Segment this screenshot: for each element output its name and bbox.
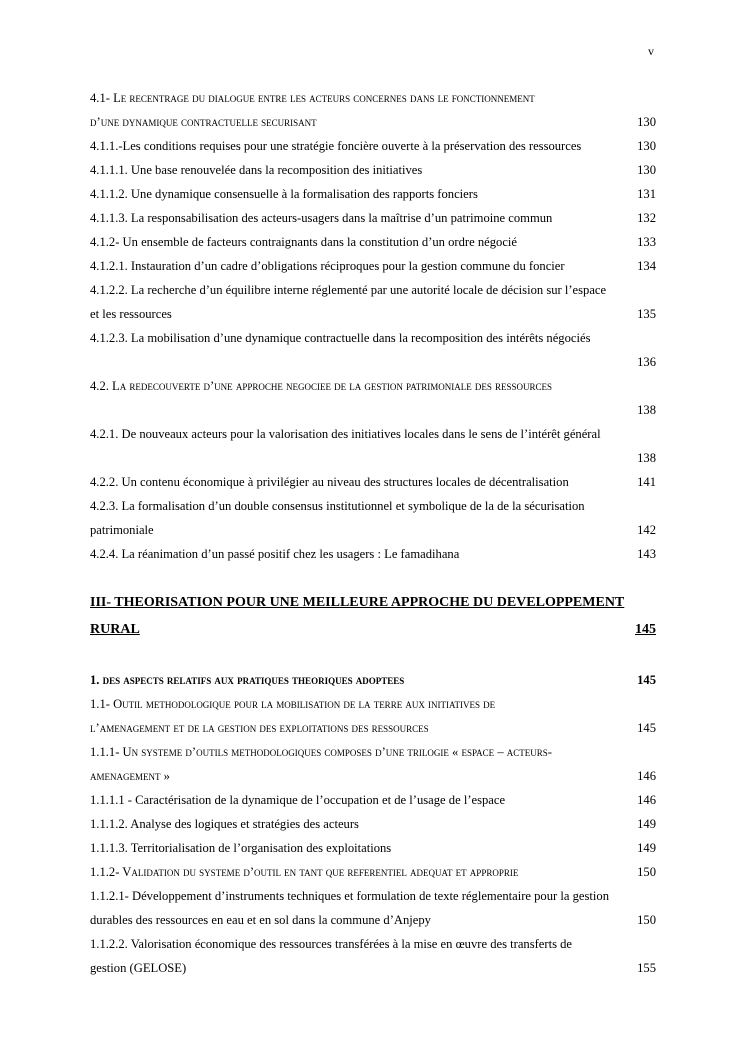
- toc-entry: 4.1- Le recentrage du dialogue entre les acteurs concernes dans le fonctionnement: [90, 91, 535, 105]
- toc-entry: [90, 956, 656, 980]
- toc-entry-page: 145: [637, 721, 656, 735]
- toc-entry-page: 136: [637, 355, 656, 369]
- toc-entry-title: gestion (GELOSE): [90, 961, 187, 975]
- toc-entry-title: 1.1.1.2. Analyse des logiques et stratégies des acteurs: [90, 817, 359, 831]
- toc-entry-page: 130: [637, 139, 656, 153]
- toc-entry-title: patrimoniale: [90, 523, 154, 537]
- toc-entry: [90, 836, 656, 860]
- toc-entry-title: 1.1.2- Validation du systeme d’outil en tant que referentiel adequat et approprie: [90, 865, 519, 879]
- toc-entry-title: 4.2.2. Un contenu économique à privilégier au niveau des structures locales de décentralisation: [90, 475, 569, 489]
- page-number: v: [648, 44, 654, 58]
- part-heading-title: RURAL: [90, 622, 140, 637]
- toc-entry: 1.1.1- Un systeme d’outils methodologiques composes d’une trilogie « espace – acteurs-: [90, 745, 552, 759]
- toc-entry: 1.1- Outil methodologique pour la mobilisation de la terre aux initiatives de: [90, 697, 496, 711]
- toc-entry: [90, 302, 656, 326]
- toc-entry-title: d’une dynamique contractuelle securisant: [90, 115, 317, 129]
- section-heading: [90, 668, 656, 692]
- toc-entry: [90, 110, 656, 134]
- toc-entry: [90, 182, 656, 206]
- part-heading: [90, 616, 656, 644]
- toc-entry: [90, 908, 656, 932]
- toc-entry-page: 130: [637, 115, 656, 129]
- toc-entry: [90, 788, 656, 812]
- toc-entry-title: 4.1.1.2. Une dynamique consensuelle à la formalisation des rapports fonciers: [90, 187, 478, 201]
- toc-entry: [90, 860, 656, 884]
- toc-entry-title: et les ressources: [90, 307, 172, 321]
- toc-entry-title: amenagement »: [90, 769, 170, 783]
- part-heading-page: 145: [635, 622, 656, 637]
- toc-entry-title: 1.1.1.1 - Caractérisation de la dynamique de l’occupation et de l’usage de l’espace: [90, 793, 506, 807]
- toc-entry-page: 150: [637, 913, 656, 927]
- section-page: 145: [637, 673, 656, 687]
- toc-entry-title: 4.1.2.1. Instauration d’un cadre d’obligations réciproques pour la gestion commune du foncier: [90, 259, 565, 273]
- toc-entry-title: 4.1.1.3. La responsabilisation des acteurs-usagers dans la maîtrise d’un patrimoine commun: [90, 211, 553, 225]
- toc-entry: [90, 230, 656, 254]
- toc-entry-page: 150: [637, 865, 656, 879]
- toc-entry-page: 132: [637, 211, 656, 225]
- toc-entry-title: l’amenagement et de la gestion des exploitations des ressources: [90, 721, 429, 735]
- toc-entry-page: 135: [637, 307, 656, 321]
- toc-entry: 4.2. La redecouverte d’une approche negociee de la gestion patrimoniale des ressources: [90, 379, 553, 393]
- toc-entry-page: 149: [637, 841, 656, 855]
- toc-entry-page: 155: [637, 961, 656, 975]
- toc-entry-page: 138: [637, 451, 656, 465]
- toc-entry: 1.1.2.2. Valorisation économique des ressources transférées à la mise en œuvre des transferts de: [90, 937, 573, 951]
- toc-entry-page: 134: [637, 259, 656, 273]
- toc-entry-page: 130: [637, 163, 656, 177]
- toc-entry: [90, 764, 656, 788]
- toc-entry-title: 4.1.1.-Les conditions requises pour une stratégie foncière ouverte à la préservation des ressources: [90, 139, 582, 153]
- toc-entry-title: 4.2.4. La réanimation d’un passé positif chez les usagers : Le famadihana: [90, 547, 460, 561]
- toc-entry: [90, 470, 656, 494]
- toc-entry-page: 143: [637, 547, 656, 561]
- toc-entry: [90, 518, 656, 542]
- toc-entry-page: 146: [637, 793, 656, 807]
- toc-entry: [90, 158, 656, 182]
- toc-entry: 1.1.2.1- Développement d’instruments techniques et formulation de texte réglementaire pour la gestion: [90, 889, 609, 903]
- toc-entry-page: 146: [637, 769, 656, 783]
- toc-entry: [90, 716, 656, 740]
- toc-entry: 4.2.1. De nouveaux acteurs pour la valorisation des initiatives locales dans le sens de l’intérêt général: [90, 427, 601, 441]
- toc-entry: [90, 134, 656, 158]
- toc-entry-page: 141: [637, 475, 656, 489]
- toc-entry: [90, 254, 656, 278]
- toc-entry: 4.1.2.3. La mobilisation d’une dynamique contractuelle dans la recomposition des intérêts négociés: [90, 331, 591, 345]
- toc-entry-title: durables des ressources en eau et en sol dans la commune d’Anjepy: [90, 913, 431, 927]
- toc-entry-title: 1.1.1.3. Territorialisation de l’organisation des exploitations: [90, 841, 392, 855]
- table-of-contents: [90, 86, 656, 980]
- toc-entry: [90, 542, 656, 566]
- toc-entry-page: 149: [637, 817, 656, 831]
- toc-entry: [90, 206, 656, 230]
- toc-entry-title: 4.1.2- Un ensemble de facteurs contraignants dans la constitution d’un ordre négocié: [90, 235, 518, 249]
- toc-entry: [90, 812, 656, 836]
- part-heading: III- THEORISATION POUR UNE MEILLEURE APPROCHE DU DEVELOPPEMENT: [90, 595, 625, 610]
- section-title: des aspects relatifs aux pratiques theoriques adoptees: [102, 673, 405, 687]
- toc-entry: 4.2.3. La formalisation d’un double consensus institutionnel et symbolique de la de la sécurisation: [90, 499, 585, 513]
- toc-entry-page: 133: [637, 235, 656, 249]
- toc-entry-page: 142: [637, 523, 656, 537]
- toc-entry-page: 138: [637, 403, 656, 417]
- section-number: 1.: [90, 673, 100, 687]
- toc-entry-title: 4.1.1.1. Une base renouvelée dans la recomposition des initiatives: [90, 163, 423, 177]
- toc-entry: 4.1.2.2. La recherche d’un équilibre interne réglementé par une autorité locale de décision sur l’espace: [90, 283, 607, 297]
- toc-entry-page: 131: [637, 187, 656, 201]
